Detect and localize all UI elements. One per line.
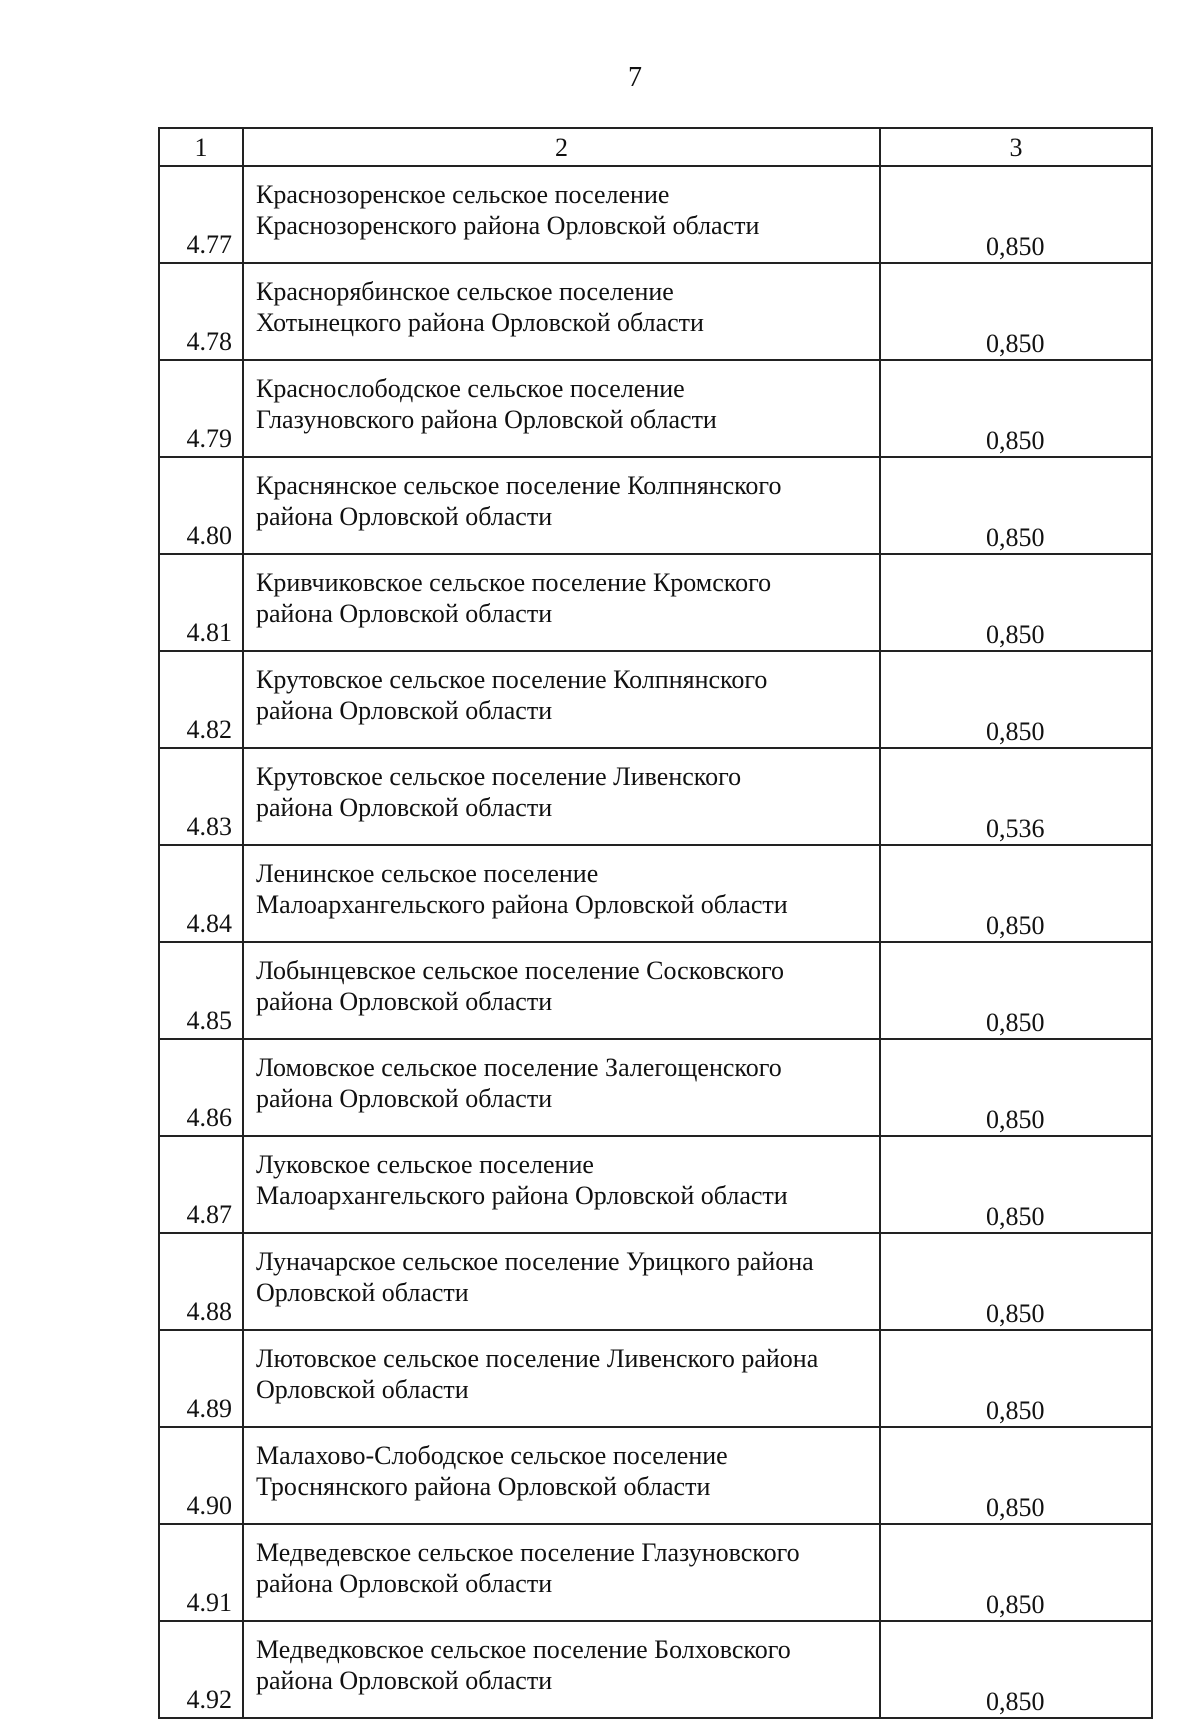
settlement-name-line-2: района Орловской области: [256, 502, 553, 531]
row-number: 4.85: [159, 942, 243, 1039]
table-row: [159, 651, 1152, 748]
coefficient-value: 0,850: [880, 942, 1152, 1039]
row-number: 4.79: [159, 360, 243, 457]
settlement-name-line-2: района Орловской области: [256, 696, 553, 725]
settlement-name-line-1: Ленинское сельское поселение: [256, 859, 599, 888]
settlement-name-line-1: Лютовское сельское поселение Ливенского района: [256, 1344, 819, 1373]
settlement-name-line-1: Краснослободское сельское поселение: [256, 374, 685, 403]
settlement-name-line-1: Луковское сельское поселение: [256, 1150, 594, 1179]
coefficient-value: 0,850: [880, 457, 1152, 554]
settlement-name-line-1: Краснорябинское сельское поселение: [256, 277, 674, 306]
settlement-name-line-2: района Орловской области: [256, 987, 553, 1016]
settlement-name-line-1: Крутовское сельское поселение Колпнянского: [256, 665, 768, 694]
settlement-name-line-2: Малоархангельского района Орловской области: [256, 1181, 788, 1210]
settlement-name-line-2: района Орловской области: [256, 1569, 553, 1598]
settlement-name-cell: [243, 942, 880, 1039]
column-header-2: 2: [243, 128, 880, 166]
settlement-name-cell: [243, 845, 880, 942]
row-number: 4.81: [159, 554, 243, 651]
settlement-name-cell: [243, 166, 880, 263]
settlement-name-cell: [243, 1330, 880, 1427]
page-number: 7: [628, 62, 642, 93]
table-body: [159, 166, 1152, 1718]
row-number: 4.92: [159, 1621, 243, 1718]
settlement-name-line-2: района Орловской области: [256, 1084, 553, 1113]
settlement-name-line-1: Краснозоренское сельское поселение: [256, 180, 670, 209]
settlement-name-line-1: Медведевское сельское поселение Глазуновского: [256, 1538, 800, 1567]
settlement-name-line-2: Хотынецкого района Орловской области: [256, 308, 704, 337]
table-row: [159, 457, 1152, 554]
table-row: [159, 1621, 1152, 1718]
row-number: 4.91: [159, 1524, 243, 1621]
settlement-name-line-2: Краснозоренского района Орловской области: [256, 211, 760, 240]
settlement-name-line-2: Орловской области: [256, 1278, 469, 1307]
coefficient-value: 0,850: [880, 1524, 1152, 1621]
settlement-name-cell: [243, 1039, 880, 1136]
coefficient-value: 0,850: [880, 554, 1152, 651]
table-row: [159, 263, 1152, 360]
table-row: [159, 1039, 1152, 1136]
column-header-3: 3: [880, 128, 1152, 166]
settlement-name-cell: [243, 554, 880, 651]
coefficient-value: 0,850: [880, 1330, 1152, 1427]
row-number: 4.77: [159, 166, 243, 263]
coefficient-value: 0,850: [880, 166, 1152, 263]
settlement-name-line-2: Малоархангельского района Орловской области: [256, 890, 788, 919]
settlement-name-line-2: района Орловской области: [256, 1666, 553, 1695]
settlement-name-line-1: Луначарское сельское поселение Урицкого района: [256, 1247, 814, 1276]
table-row: [159, 942, 1152, 1039]
row-number: 4.88: [159, 1233, 243, 1330]
settlement-name-cell: [243, 360, 880, 457]
row-number: 4.78: [159, 263, 243, 360]
column-header-1: 1: [159, 128, 243, 166]
coefficient-value: 0,850: [880, 1621, 1152, 1718]
table-row: [159, 360, 1152, 457]
row-number: 4.84: [159, 845, 243, 942]
settlement-name-cell: [243, 1136, 880, 1233]
coefficient-value: 0,850: [880, 1233, 1152, 1330]
table-row: [159, 1136, 1152, 1233]
settlement-name-line-2: района Орловской области: [256, 599, 553, 628]
settlement-name-cell: [243, 748, 880, 845]
coefficient-value: 0,850: [880, 263, 1152, 360]
table-row: [159, 1233, 1152, 1330]
coefficient-value: 0,850: [880, 1427, 1152, 1524]
row-number: 4.90: [159, 1427, 243, 1524]
settlement-name-line-2: района Орловской области: [256, 793, 553, 822]
row-number: 4.87: [159, 1136, 243, 1233]
table-row: [159, 1330, 1152, 1427]
table-row: [159, 1427, 1152, 1524]
settlement-name-cell: [243, 1621, 880, 1718]
settlement-name-line-1: Малахово-Слободское сельское поселение: [256, 1441, 728, 1470]
coefficient-value: 0,850: [880, 360, 1152, 457]
settlement-name-line-1: Крутовское сельское поселение Ливенского: [256, 762, 742, 791]
settlement-name-cell: [243, 263, 880, 360]
table-header-row: [159, 128, 1152, 166]
table-row: [159, 748, 1152, 845]
settlement-name-line-1: Медведковское сельское поселение Болховского: [256, 1635, 791, 1664]
settlement-name-cell: [243, 651, 880, 748]
row-number: 4.86: [159, 1039, 243, 1136]
table-row: [159, 554, 1152, 651]
settlement-name-line-1: Кривчиковское сельское поселение Кромского: [256, 568, 772, 597]
coefficient-value: 0,850: [880, 845, 1152, 942]
table-row: [159, 1524, 1152, 1621]
settlement-name-cell: [243, 1524, 880, 1621]
coefficient-value: 0,850: [880, 1039, 1152, 1136]
settlement-name-line-1: Ломовское сельское поселение Залегощенского: [256, 1053, 782, 1082]
settlement-name-cell: [243, 1233, 880, 1330]
settlement-name-line-1: Краснянское сельское поселение Колпнянского: [256, 471, 782, 500]
row-number: 4.80: [159, 457, 243, 554]
row-number: 4.83: [159, 748, 243, 845]
table-row: [159, 845, 1152, 942]
table-row: [159, 166, 1152, 263]
settlement-name-cell: [243, 457, 880, 554]
coefficient-value: 0,850: [880, 651, 1152, 748]
settlement-name-line-2: Троснянского района Орловской области: [256, 1472, 711, 1501]
coefficient-value: 0,536: [880, 748, 1152, 845]
settlement-name-line-2: Орловской области: [256, 1375, 469, 1404]
row-number: 4.89: [159, 1330, 243, 1427]
settlement-name-line-1: Лобынцевское сельское поселение Сосковского: [256, 956, 784, 985]
coefficient-value: 0,850: [880, 1136, 1152, 1233]
settlement-name-line-2: Глазуновского района Орловской области: [256, 405, 717, 434]
settlements-table: [158, 127, 1153, 1719]
settlement-name-cell: [243, 1427, 880, 1524]
row-number: 4.82: [159, 651, 243, 748]
